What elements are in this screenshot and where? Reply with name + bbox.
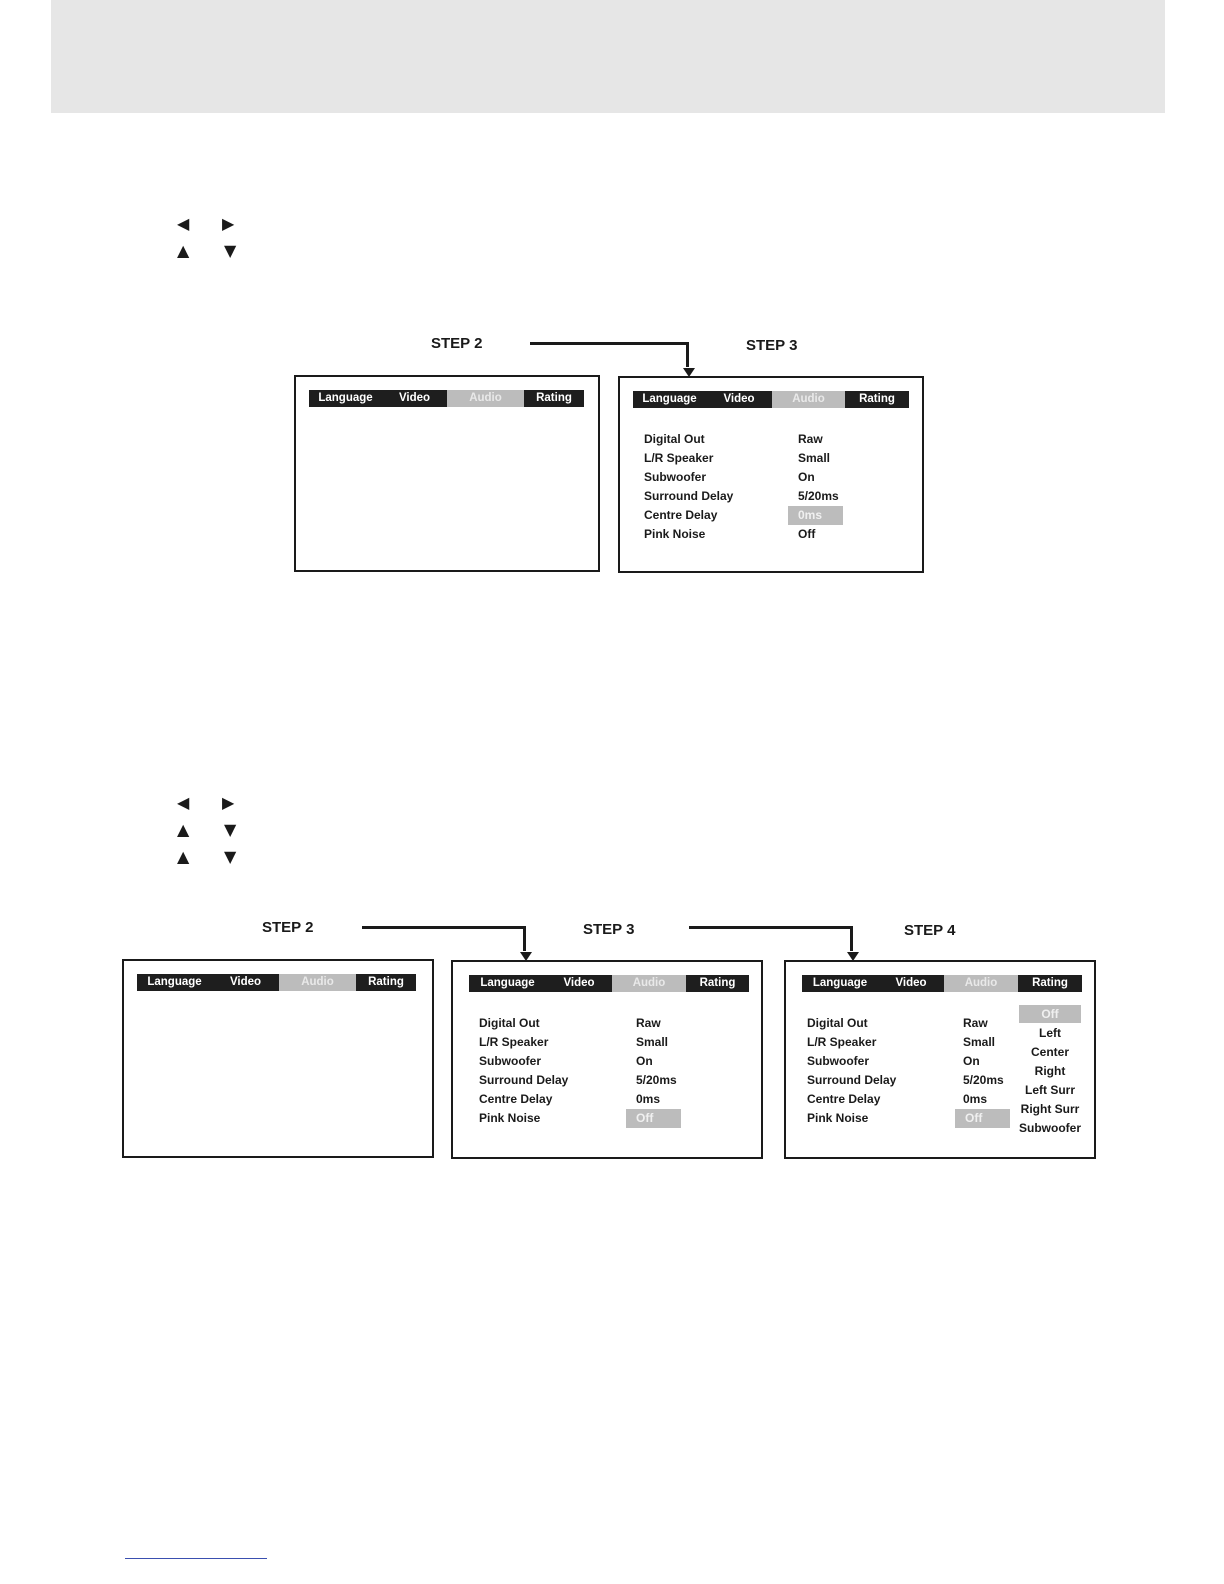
tab-rating[interactable]: Rating <box>524 390 584 407</box>
setup-screen-step3 <box>618 376 924 573</box>
down-arrow-icon: ▼ <box>224 241 237 260</box>
menu-tabbar <box>469 975 749 992</box>
setting-value: 0ms <box>636 1092 661 1106</box>
option-item[interactable]: Right <box>1034 1064 1066 1078</box>
setting-label: L/R Speaker <box>479 1035 549 1049</box>
setting-value: 5/20ms <box>963 1073 1004 1087</box>
setting-row[interactable] <box>644 430 904 449</box>
setting-value: Small <box>963 1035 996 1049</box>
tab-audio[interactable]: Audio <box>612 975 686 992</box>
setting-value: On <box>636 1054 653 1068</box>
setting-value: 5/20ms <box>798 489 839 503</box>
down-arrow-icon: ▼ <box>224 820 237 839</box>
tab-language[interactable]: Language <box>633 391 706 408</box>
setting-row[interactable] <box>479 1090 749 1109</box>
tab-rating[interactable]: Rating <box>1018 975 1082 992</box>
audio-settings-list <box>644 430 904 544</box>
setup-screen-step4 <box>784 960 1096 1159</box>
setting-value: On <box>963 1054 980 1068</box>
audio-settings-list <box>479 1014 749 1128</box>
setting-value: 0ms <box>963 1092 988 1106</box>
tab-language[interactable]: Language <box>309 390 382 407</box>
setting-label: Surround Delay <box>644 489 734 503</box>
setting-label: Subwoofer <box>807 1054 869 1068</box>
header-band <box>51 0 1165 113</box>
right-arrow-icon: ▶ <box>222 214 235 233</box>
setting-label: Subwoofer <box>479 1054 541 1068</box>
setup-screen-step2 <box>294 375 600 572</box>
option-item[interactable]: Center <box>1030 1045 1069 1059</box>
setting-row[interactable] <box>479 1052 749 1071</box>
tab-video[interactable]: Video <box>706 391 772 408</box>
setting-row[interactable] <box>479 1033 749 1052</box>
setting-row[interactable] <box>644 468 904 487</box>
tab-video[interactable]: Video <box>212 974 279 991</box>
setting-value-selected[interactable]: Off <box>955 1109 1010 1128</box>
tab-audio[interactable]: Audio <box>447 390 524 407</box>
tab-rating[interactable]: Rating <box>845 391 909 408</box>
tab-audio[interactable]: Audio <box>772 391 845 408</box>
step-label: STEP 2 <box>262 919 314 936</box>
setting-row[interactable] <box>479 1071 749 1090</box>
setting-row[interactable] <box>807 1052 1017 1071</box>
setting-row[interactable] <box>807 1033 1017 1052</box>
setting-label: Pink Noise <box>479 1111 541 1125</box>
tab-audio[interactable]: Audio <box>944 975 1018 992</box>
step-connector <box>689 926 853 951</box>
tab-language[interactable]: Language <box>469 975 546 992</box>
left-arrow-icon: ◀ <box>177 793 190 812</box>
down-arrow-icon: ▼ <box>224 847 237 866</box>
step-label: STEP 3 <box>583 921 635 938</box>
right-arrow-icon: ▶ <box>222 793 235 812</box>
setting-label: L/R Speaker <box>807 1035 877 1049</box>
step-connector <box>362 926 526 951</box>
step-label: STEP 4 <box>904 922 956 939</box>
setting-row[interactable] <box>644 487 904 506</box>
setting-row[interactable] <box>644 525 904 544</box>
up-arrow-icon: ▲ <box>177 820 190 839</box>
left-arrow-icon: ◀ <box>177 214 190 233</box>
menu-tabbar <box>802 975 1082 992</box>
setting-label: Pink Noise <box>807 1111 869 1125</box>
setting-value: On <box>798 470 815 484</box>
setting-label: Centre Delay <box>479 1092 553 1106</box>
setting-row[interactable] <box>644 449 904 468</box>
step-connector <box>530 342 689 367</box>
setting-row[interactable] <box>479 1014 749 1033</box>
option-item-selected[interactable]: Off <box>1019 1005 1081 1023</box>
setting-row[interactable] <box>807 1090 1017 1109</box>
up-arrow-icon: ▲ <box>177 847 190 866</box>
tab-video[interactable]: Video <box>382 390 447 407</box>
setting-row[interactable] <box>807 1014 1017 1033</box>
setting-value: Off <box>798 527 816 541</box>
setting-label: Digital Out <box>479 1016 540 1030</box>
setting-value-selected[interactable]: 0ms <box>788 506 843 525</box>
pink-noise-options <box>1019 1005 1081 1138</box>
setting-label: Pink Noise <box>644 527 706 541</box>
setting-label: Surround Delay <box>807 1073 897 1087</box>
up-arrow-icon: ▲ <box>177 241 190 260</box>
option-item[interactable]: Left Surr <box>1024 1083 1075 1097</box>
menu-tabbar <box>633 391 909 408</box>
setting-row[interactable] <box>807 1071 1017 1090</box>
tab-rating[interactable]: Rating <box>356 974 416 991</box>
setting-label: Digital Out <box>644 432 705 446</box>
tab-rating[interactable]: Rating <box>686 975 749 992</box>
option-item[interactable]: Left <box>1039 1026 1061 1040</box>
setting-label: Centre Delay <box>644 508 718 522</box>
setting-row[interactable] <box>807 1109 1017 1128</box>
setting-row[interactable] <box>479 1109 749 1128</box>
setting-label: Digital Out <box>807 1016 868 1030</box>
setup-screen-step3 <box>451 960 763 1159</box>
setting-label: Centre Delay <box>807 1092 881 1106</box>
setting-value: Raw <box>963 1016 988 1030</box>
setting-row[interactable] <box>644 506 904 525</box>
option-item[interactable]: Subwoofer <box>1019 1121 1081 1135</box>
tab-language[interactable]: Language <box>802 975 878 992</box>
setting-value: Small <box>636 1035 669 1049</box>
audio-settings-list <box>807 1014 1017 1128</box>
option-item[interactable]: Right Surr <box>1020 1102 1080 1116</box>
step-label: STEP 3 <box>746 337 798 354</box>
setup-screen-step2 <box>122 959 434 1158</box>
setting-value-selected[interactable]: Off <box>626 1109 681 1128</box>
setting-label: Subwoofer <box>644 470 706 484</box>
setting-value: Raw <box>798 432 823 446</box>
tab-video[interactable]: Video <box>878 975 944 992</box>
setting-value: 5/20ms <box>636 1073 677 1087</box>
setting-value: Small <box>798 451 831 465</box>
tab-language[interactable]: Language <box>137 974 212 991</box>
setting-value: Raw <box>636 1016 661 1030</box>
tab-audio[interactable]: Audio <box>279 974 356 991</box>
footer-link-underline <box>125 1558 267 1559</box>
tab-video[interactable]: Video <box>546 975 612 992</box>
menu-tabbar <box>137 974 416 991</box>
step-label: STEP 2 <box>431 335 483 352</box>
setting-label: L/R Speaker <box>644 451 714 465</box>
setting-label: Surround Delay <box>479 1073 569 1087</box>
menu-tabbar <box>309 390 584 407</box>
